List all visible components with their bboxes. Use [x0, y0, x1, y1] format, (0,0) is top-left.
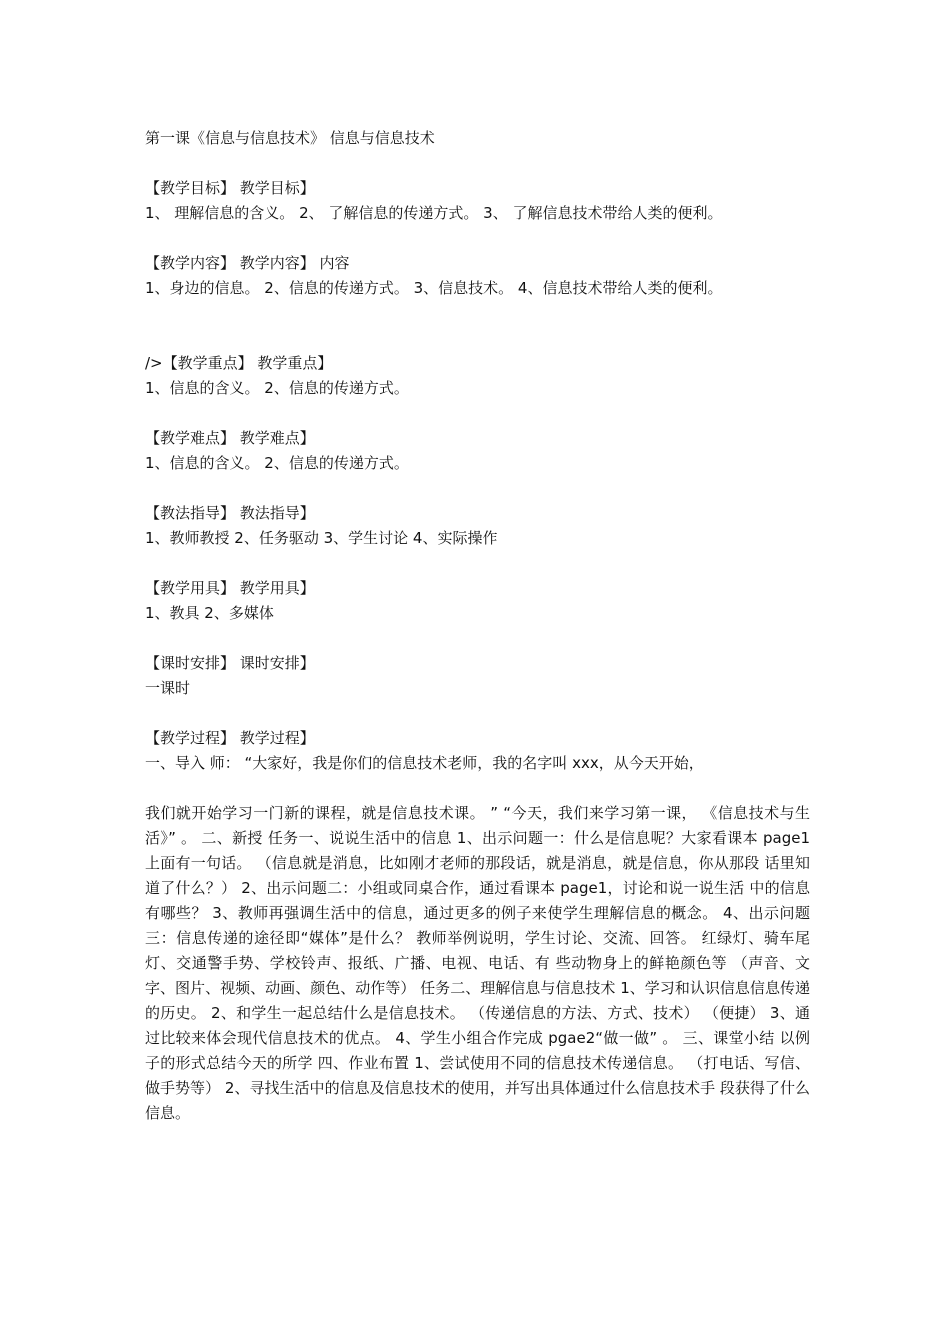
- spacer: [145, 551, 810, 576]
- tools-body: 1、教具 2、多媒体: [145, 604, 274, 622]
- schedule-heading: 【课时安排】 课时安排】: [145, 654, 315, 672]
- content-body: 1、身边的信息。 2、信息的传递方式。 3、信息技术。 4、信息技术带给人类的便利。: [145, 279, 723, 297]
- spacer: [145, 476, 810, 501]
- spacer: [145, 151, 810, 176]
- spacer: [145, 776, 810, 801]
- document-page: [145, 126, 810, 1126]
- difficulties-heading: 【教学难点】 教学难点】: [145, 429, 315, 447]
- schedule-body: 一课时: [145, 679, 191, 697]
- difficulties-body: 1、信息的含义。 2、信息的传递方式。: [145, 454, 409, 472]
- lesson-title: 第一课《信息与信息技术》 信息与信息技术: [145, 129, 435, 147]
- spacer: [145, 401, 810, 426]
- process-intro: 一、导入 师： “大家好，我是你们的信息技术老师，我的名字叫 xxx，从今天开始，: [145, 754, 704, 772]
- methods-body: 1、教师教授 2、任务驱动 3、学生讨论 4、实际操作: [145, 529, 498, 547]
- process-heading: 【教学过程】 教学过程】: [145, 729, 315, 747]
- goals-body: 1、 理解信息的含义。 2、 了解信息的传递方式。 3、 了解信息技术带给人类的便利。: [145, 204, 723, 222]
- key-points-body: 1、信息的含义。 2、信息的传递方式。: [145, 379, 409, 397]
- spacer: [145, 226, 810, 251]
- content-heading: 【教学内容】 教学内容】 内容: [145, 254, 350, 272]
- tools-heading: 【教学用具】 教学用具】: [145, 579, 315, 597]
- goals-heading: 【教学目标】 教学目标】: [145, 179, 315, 197]
- spacer: [145, 701, 810, 726]
- spacer: [145, 626, 810, 651]
- key-points-heading: />【教学重点】 教学重点】: [145, 354, 333, 372]
- process-body: 我们就开始学习一门新的课程，就是信息技术课。 ” “今天，我们来学习第一课， 《信息技术与生活》” 。 二、新授 任务一、说说生活中的信息 1、出示问题一：什么是信息呢？大家看课本 page1 上面有一句话。 （信息就是消息，比如刚才老师的那段话，就是消息，就是信息，你从那段 话里知道了什么？） 2、出示问题二：小组或同桌合作，通过看课本 page1，讨论和说一说生活 中的信息有哪些？ 3、教师再强调生活中的信息，通过更多的例子来使学生理解信息的概念。 4、出示问题三：信息传递的途径即“媒体”是什么？ 教师举例说明，学生讨论、交流、回答。 红绿灯、骑车尾灯、交通警手势、学校铃声、报纸、广播、电视、电话、有 些动物身上的鲜艳颜色等 （声音、文字、图片、视频、动画、颜色、动作等） 任务二、理解信息与信息技术 1、学习和认识信息信息传递的历史。 2、和学生一起总结什么是信息技术。 （传递信息的方法、方式、技术） （便捷） 3、通过比较来体会现代信息技术的优点。 4、学生小组合作完成 pgae2“做一做” 。 三、课堂小结 以例子的形式总结今天的所学 四、作业布置 1、尝试使用不同的信息技术传递信息。 （打电话、写信、做手势等） 2、寻找生活中的信息及信息技术的使用，并写出具体通过什么信息技术手 段获得了什么信息。: [145, 804, 810, 1122]
- spacer: [145, 301, 810, 351]
- methods-heading: 【教法指导】 教法指导】: [145, 504, 315, 522]
